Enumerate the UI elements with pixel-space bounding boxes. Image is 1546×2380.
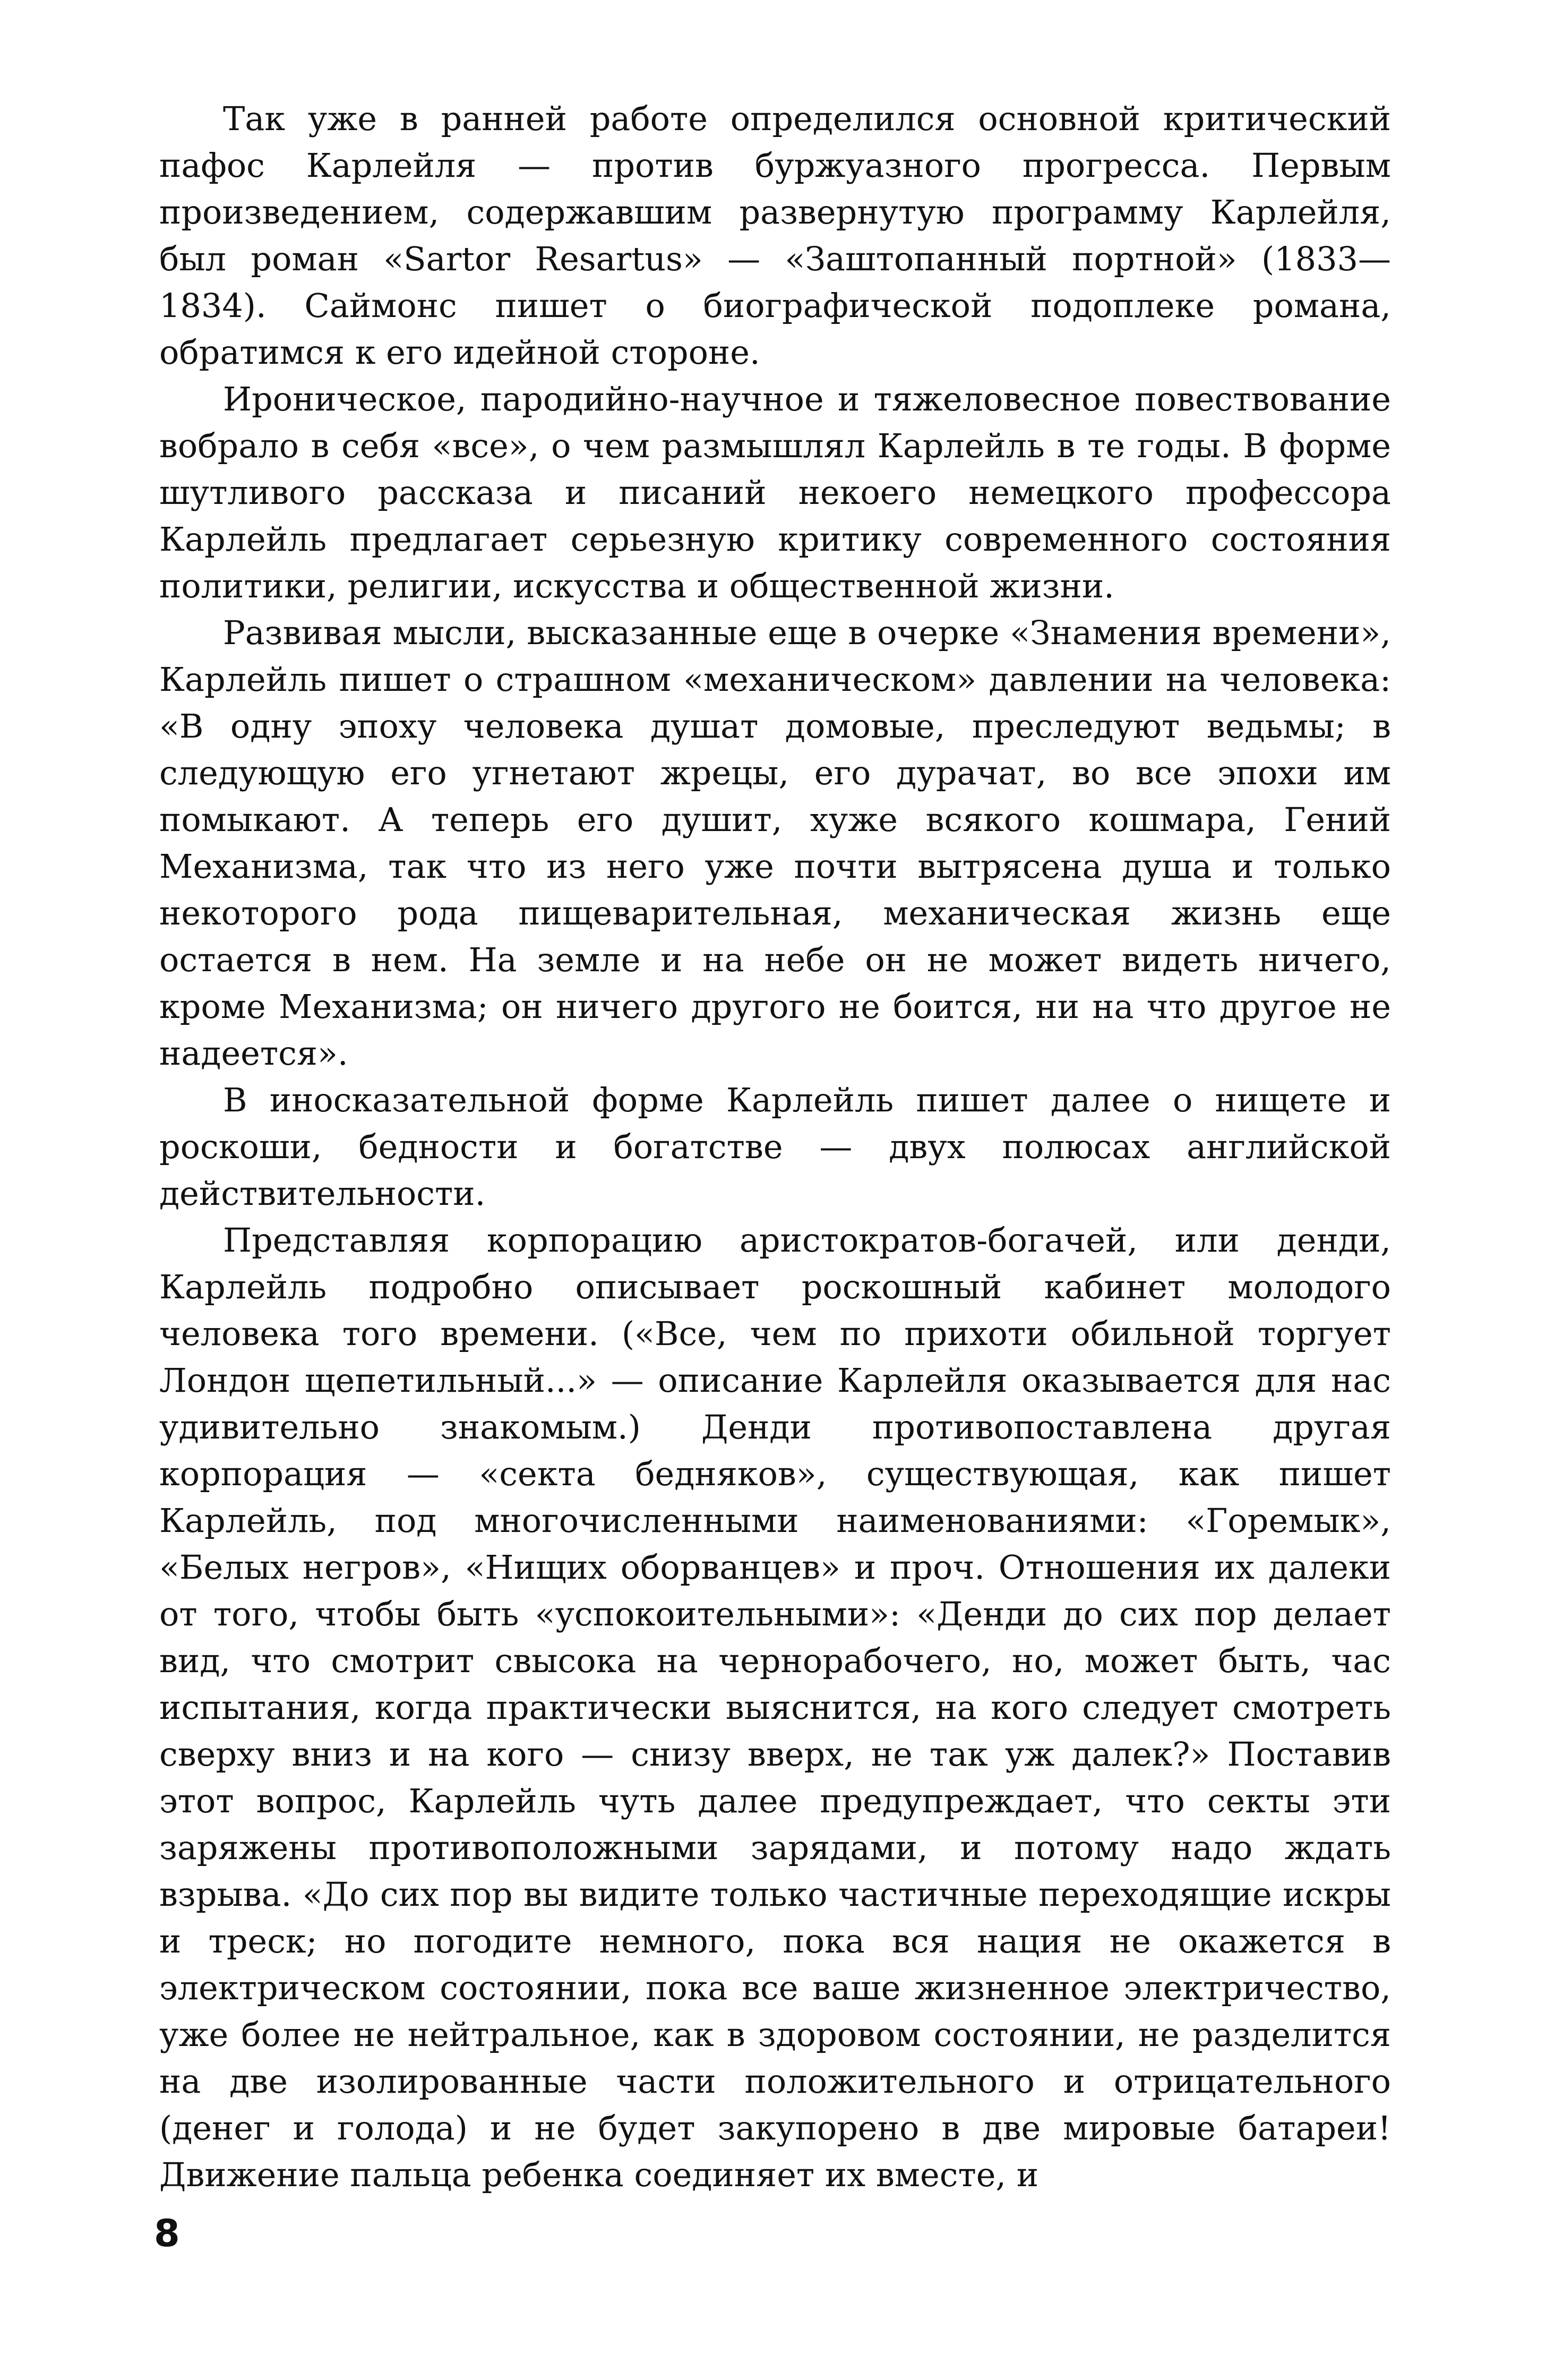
page-number: 8 [154,2212,180,2255]
page-body [159,96,1391,2273]
paragraph-2: Ироническое, пародийно-научное и тяжеловесное повествование вобрало в себя «все», о чем размышлял Карлейль в те годы. В форме шутливого рассказа и писаний некоего немецкого профессора Карлейль предлагает серьезную критику современного состояния политики, религии, искусства и общественной жизни. [159,380,1391,605]
paragraph-3: Развивая мысли, высказанные еще в очерке «Знамения времени», Карлейль пишет о страшном «механическом» давлении на человека: «В одну эпоху человека душат домовые, преследуют ведьмы; в следующую его угнетают жрецы, его дурачат, во все эпохи им помыкают. А теперь его душит, хуже всякого кошмара, Гений Механизма, так что из него уже почти вытрясена душа и только некоторого рода пищеварительная, механическая жизнь еще остается в нем. На земле и на небе он не может видеть ничего, кроме Механизма; он ничего другого не боится, ни на что другое не надеется». [159,613,1391,1073]
paragraph-5: Представляя корпорацию аристократов-богачей, или денди, Карлейль подробно описывает роскошный кабинет молодого человека того времени. («Все, чем по прихоти обильной торгует Лондон щепетильный...» — описание Карлейля оказывается для нас удивительно знакомым.) Денди противопоставлена другая корпорация — «секта бедняков», существующая, как пишет Карлейль, под многочисленными наименованиями: «Горемык», «Белых негров», «Нищих оборванцев» и проч. Отношения их далеки от того, чтобы быть «успокоительными»: «Денди до сих пор делает вид, что смотрит свысока на чернорабочего, но, может быть, час испытания, когда практически выяснится, на кого следует смотреть сверху вниз и на кого — снизу вверх, не так уж далек?» Поставив этот вопрос, Карлейль чуть далее предупреждает, что секты эти заряжены противоположными зарядами, и потому надо ждать взрыва. «До сих пор вы видите только частичные переходящие искры и треск; но погодите немного, пока вся нация не окажется в электрическом состоянии, пока все ваше жизненное электричество, уже более не нейтральное, как в здоровом состоянии, не разделится на две изолированные части положительного и отрицательного (денег и голода) и не будет закупорено в две мировые батареи! Движение пальца ребенка соединяет их вместе, и [159,1221,1391,2194]
paragraph-1: Так уже в ранней работе определился основной критический пафос Карлейля — против буржуазного прогресса. Первым произведением, содержавшим развернутую программу Карлейля, был роман «Sartor Resartus» — «Заштопанный портной» (1833—1834). Саймонс пишет о биографической подоплеке романа, обратимся к его идейной стороне. [159,99,1391,372]
paragraph-4: В иносказательной форме Карлейль пишет далее о нищете и роскоши, бедности и богатстве — двух полюсах английской действительности. [159,1081,1391,1213]
